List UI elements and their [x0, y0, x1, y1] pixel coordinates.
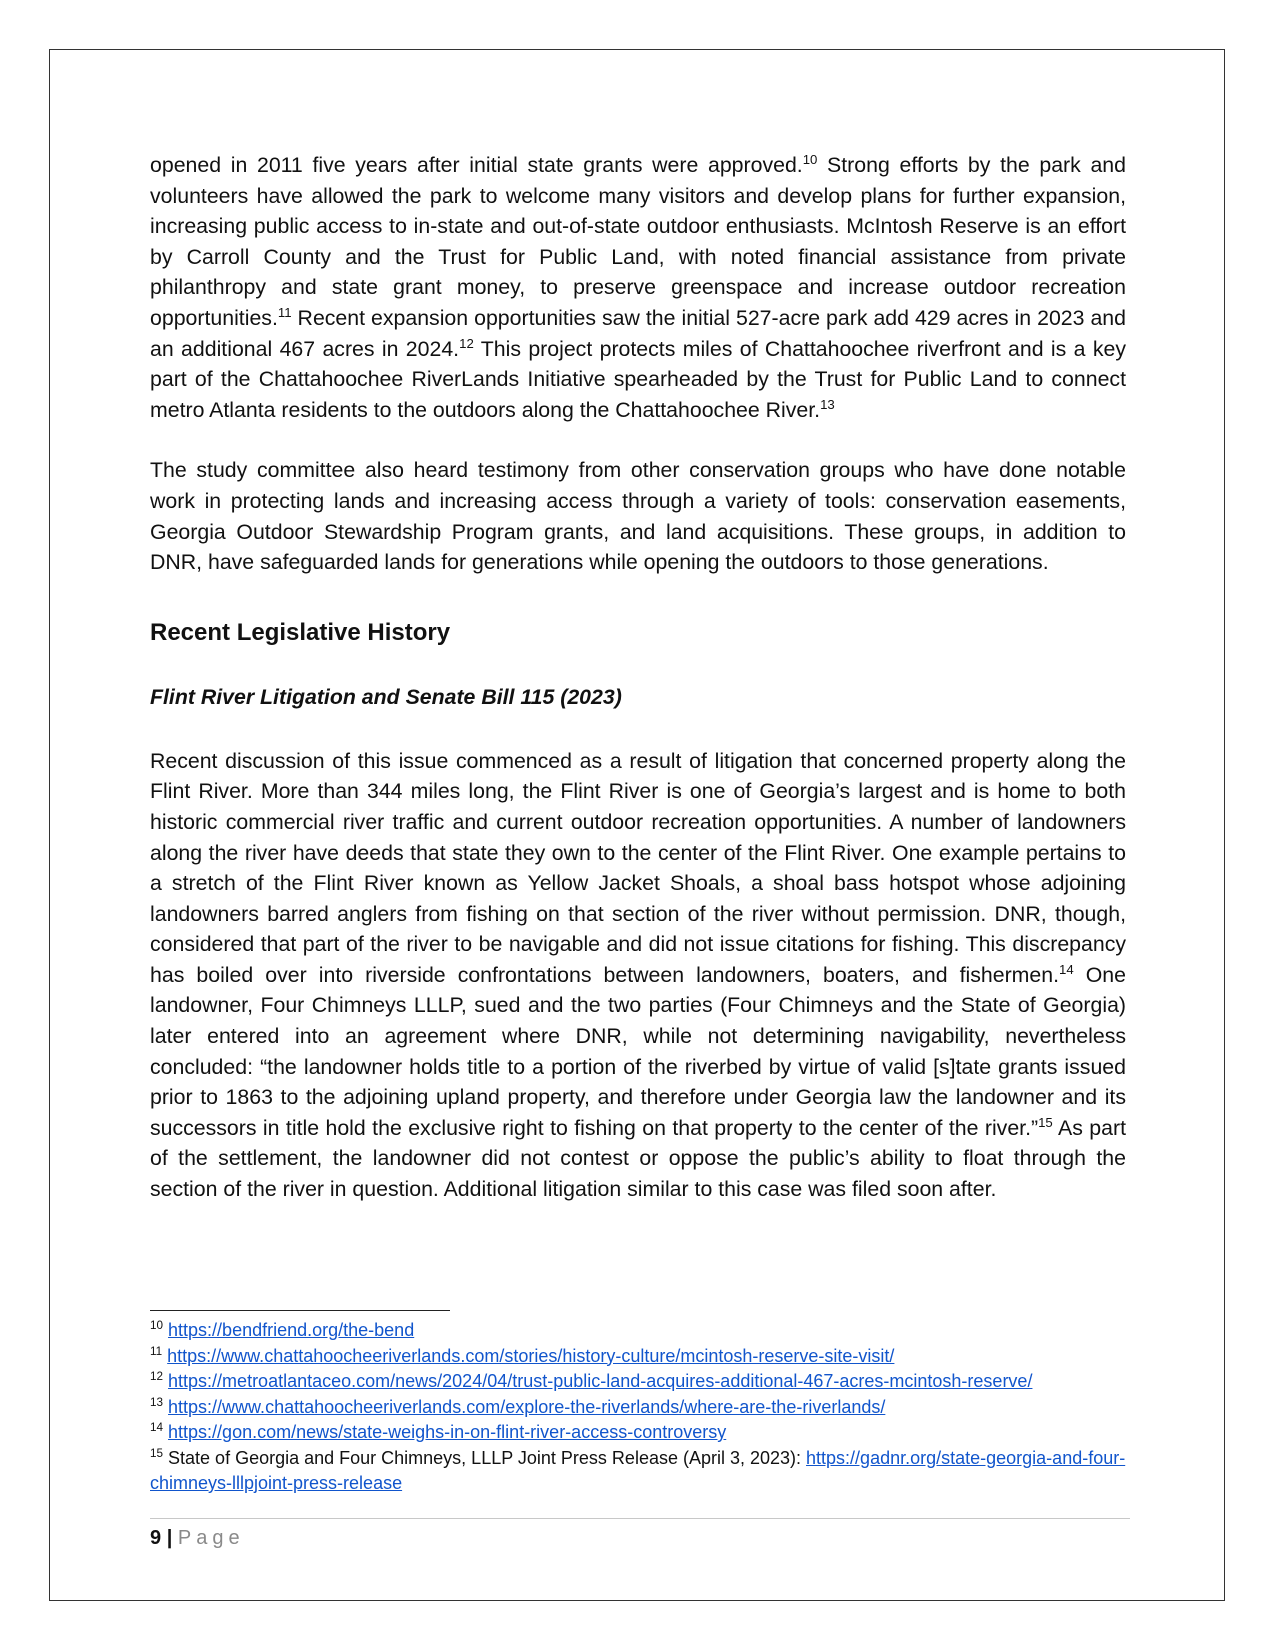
footnote-14 [150, 1420, 1130, 1446]
footnote-15 [150, 1446, 1130, 1497]
section-heading: Recent Legislative History [150, 618, 451, 646]
footnote-text: State of Georgia and Four Chimneys, LLLP Joint Press Release (April 3, 2023): [168, 1447, 807, 1468]
body-paragraph-2: The study committee also heard testimony from other conservation groups who have done notable work in protecting lands and increasing access through a variety of tools: conservation easements, Georgia Outdoor Stewardship Program grants, and land acquisitions. These groups, in addition to DNR, have safeguarded lands for generations while opening the outdoors to those generations. [150, 458, 1126, 575]
footnote-number: 11 [150, 1344, 163, 1358]
footnote-ref-13[interactable]: 13 [820, 396, 835, 412]
footnote-separator [150, 1310, 450, 1311]
footnote-10 [150, 1318, 1130, 1344]
page-separator: | [166, 1527, 173, 1549]
footnote-number: 14 [150, 1420, 164, 1434]
footnote-link[interactable]: https://gon.com/news/state-weighs-in-on-flint-river-access-controversy [168, 1422, 727, 1442]
footnote-12 [150, 1369, 1130, 1395]
footnote-ref-10[interactable]: 10 [802, 151, 818, 167]
footnote-link[interactable]: https://metroatlantaceo.com/news/2024/04/trust-public-land-acquires-additional-467-acres-mcintosh-reserve/ [168, 1371, 1033, 1391]
page-number: 9 [150, 1527, 162, 1549]
footnote-number: 13 [150, 1395, 164, 1409]
footnote-link[interactable]: https://www.chattahoocheeriverlands.com/explore-the-riverlands/where-are-the-riverlands/ [168, 1396, 886, 1417]
paragraph-text: As part of the settlement, the landowner did not contest or oppose the public’s ability to float through the section of the river in question. Additional litigation similar to this case was filed soon after. [150, 1115, 1126, 1202]
paragraph-text: Recent expansion opportunities saw the initial 527-acre park add 429 acres in 2023 and an additional 467 acres in 2024. [150, 305, 1126, 361]
body-paragraph-3 [150, 746, 1126, 1205]
subsection-heading: Flint River Litigation and Senate Bill 115 (2023) [150, 684, 622, 709]
body-paragraph-1 [150, 150, 1126, 425]
footer-rule [150, 1518, 1130, 1519]
paragraph-text: Recent discussion of this issue commenced as a result of litigation that concerned property along the Flint River. More than 344 miles long, the Flint River is one of Georgia’s largest and is home to both historic commercial river traffic and current outdoor recreation opportunities. A number of landowners along the river have deeds that state they own to the center of the Flint River. One example pertains to a stretch of the Flint River known as Yellow Jacket Shoals, a shoal bass hotspot whose adjoining landowners barred anglers from fishing on that section of the river without permission. DNR, though, considered that part of the river to be navigable and did not issue citations for fishing. This discrepancy has boiled over into riverside confrontations between landowners, boaters, and fishermen. [150, 748, 1126, 987]
footnote-number: 10 [150, 1318, 164, 1332]
footnote-11 [150, 1344, 1130, 1370]
footnote-ref-11[interactable]: 11 [277, 304, 292, 320]
footnote-ref-14[interactable]: 14 [1059, 961, 1074, 977]
footnotes [150, 1318, 1130, 1497]
paragraph-text: Strong efforts by the park and volunteers have allowed the park to welcome many visitors and develop plans for further expansion, increasing public access to in-state and out-of-state outdoor enthusiasts. McIntosh Reserve is an effort by Carroll County and the Trust for Public Land, with noted financial assistance from private philanthropy and state grant money, to preserve greenspace and increase outdoor recreation opportunities. [150, 153, 1126, 330]
footnote-link[interactable]: https://www.chattahoocheeriverlands.com/stories/history-culture/mcintosh-reserve-site-visit/ [167, 1345, 895, 1366]
footnote-ref-15[interactable]: 15 [1038, 1114, 1053, 1130]
paragraph-text: opened in 2011 five years after initial state grants were approved. [150, 153, 803, 177]
footnote-ref-12[interactable]: 12 [459, 335, 474, 351]
paragraph-text: This project protects miles of Chattahoochee riverfront and is a key part of the Chattahoochee RiverLands Initiative spearheaded by the Trust for Public Land to connect metro Atlanta residents to the outdoors along the Chattahoochee River. [150, 336, 1127, 422]
footnote-link[interactable]: https://bendfriend.org/the-bend [168, 1320, 415, 1340]
footnote-13 [150, 1395, 1130, 1421]
paragraph-text: One landowner, Four Chimneys LLLP, sued and the two parties (Four Chimneys and the State of Georgia) later entered into an agreement where DNR, while not determining navigability, nevertheless concluded: “the landowner holds title to a portion of the riverbed by virtue of valid [s]tate grants issued prior to 1863 to the adjoining upland property, and therefore under Georgia law the landowner and its successors in title hold the exclusive right to fishing on that property to the center of the river.” [150, 962, 1126, 1140]
page-label: Page [177, 1527, 245, 1549]
footnote-link[interactable]: https://gadnr.org/state-georgia-and-four-chimneys-lllpjoint-press-release [150, 1447, 1126, 1493]
footnote-number: 15 [150, 1446, 164, 1460]
main-content [150, 150, 1126, 1205]
footnote-number: 12 [150, 1369, 164, 1383]
page-footer [150, 1524, 245, 1552]
